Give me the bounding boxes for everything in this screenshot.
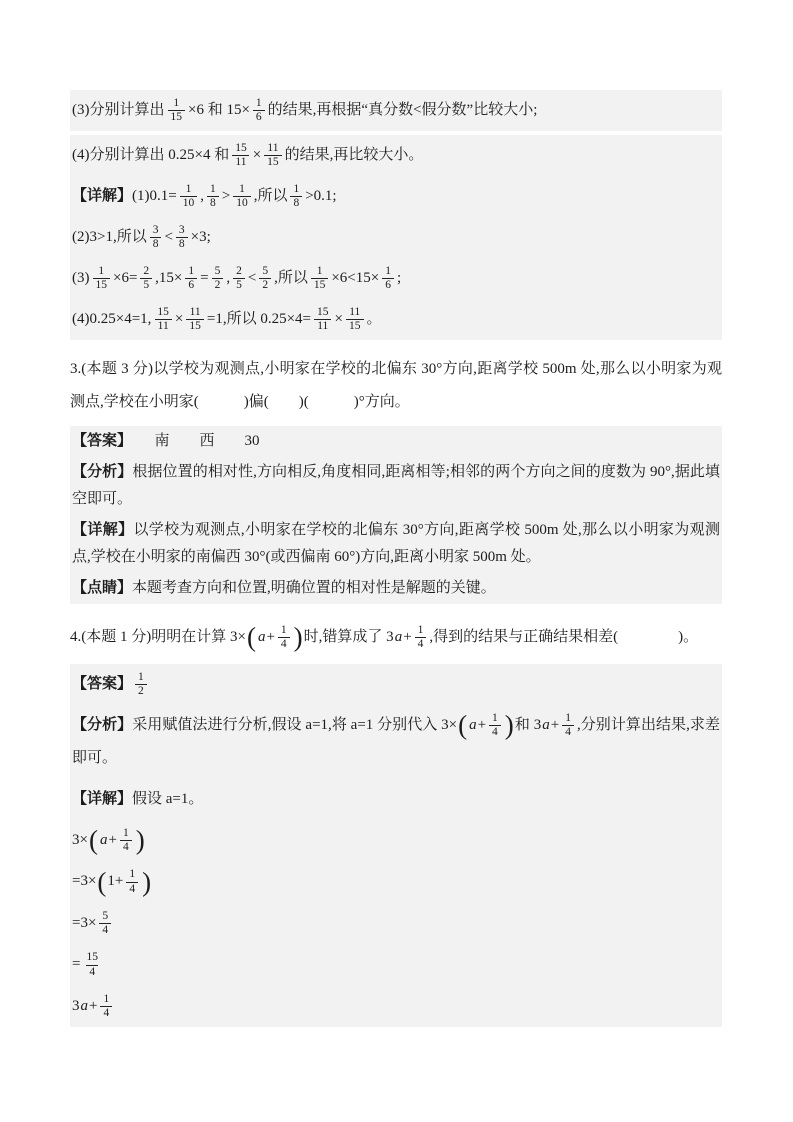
- fraction-numerator: 1: [280, 623, 287, 636]
- text-run: =: [200, 270, 209, 286]
- fraction-numerator: 1: [138, 670, 144, 683]
- paragraph: [70, 573, 722, 604]
- text-run: ×6=: [113, 270, 138, 286]
- paragraph: [70, 299, 722, 340]
- text-run: 3.(本题 3 分)以学校为观测点,小明家在学校的北偏东 30°方向,距离学校 500m 处,那么以小明家为观测点,学校在小明家( )偏( )( )°方向。: [70, 361, 722, 410]
- fraction-numerator: 11: [267, 141, 279, 154]
- fraction: [290, 183, 302, 210]
- text-run: ×6 和 15×: [188, 102, 250, 118]
- fraction: [259, 265, 271, 292]
- fraction: [185, 265, 197, 292]
- text-run: (4)0.25×4=1,: [72, 311, 152, 327]
- text-run: ×: [174, 311, 184, 327]
- math-variable: a: [80, 997, 88, 1014]
- label-bold-text: 【详解】: [72, 791, 133, 807]
- text-run: ,分别计算出结果,求差即可。: [72, 717, 720, 766]
- label-bold-text: 【详解】: [72, 522, 134, 538]
- fraction: [212, 265, 224, 292]
- fraction-numerator: 1: [173, 96, 180, 109]
- fraction: [154, 306, 172, 333]
- paragraph: [70, 258, 722, 299]
- fraction-denominator: 6: [382, 278, 394, 292]
- label-bold-text: 【详解】: [72, 188, 133, 204]
- right-paren-tall: ): [135, 825, 145, 856]
- text-run: 假设 a=1。: [132, 791, 204, 807]
- fraction-denominator: 4: [126, 882, 138, 896]
- fraction: [120, 827, 132, 854]
- text-run: 的结果,再根据“真分数<假分数”比较大小;: [267, 102, 538, 118]
- fraction-numerator: 2: [143, 264, 150, 277]
- fraction-denominator: 5: [140, 278, 152, 292]
- fraction: [186, 306, 204, 333]
- fraction-numerator: 1: [98, 264, 105, 277]
- fraction: [100, 993, 112, 1020]
- text-run: (4)分别计算出 0.25×4 和: [72, 147, 230, 163]
- paragraph: [70, 515, 722, 573]
- fraction-denominator: 10: [180, 196, 198, 210]
- text-run: ,: [200, 188, 204, 204]
- fraction-numerator: 5: [262, 264, 269, 277]
- fraction-numerator: 1: [185, 182, 192, 195]
- label-bold-text: 【分析】: [72, 464, 133, 480]
- fraction-numerator: 1: [239, 182, 245, 195]
- fraction-denominator: 8: [176, 237, 188, 251]
- fraction: [140, 265, 152, 292]
- fraction: [207, 183, 219, 210]
- fraction-numerator: 1: [293, 182, 300, 195]
- text-run: +: [477, 717, 487, 733]
- text-run: 。: [366, 311, 382, 327]
- text-run: =: [72, 956, 81, 973]
- fraction-numerator: 3: [178, 223, 185, 236]
- fraction-numerator: 1: [188, 264, 195, 277]
- fraction-denominator: 10: [233, 196, 251, 210]
- fraction-denominator: 15: [311, 278, 329, 292]
- fraction-denominator: 4: [120, 840, 132, 854]
- fraction-denominator: 4: [100, 1006, 112, 1020]
- fraction-denominator: 8: [207, 196, 219, 210]
- text-run: ,得到的结果与正确结果相差( )。: [429, 629, 699, 645]
- text-run: (1)0.1=: [132, 188, 177, 204]
- fraction-numerator: 15: [157, 305, 169, 318]
- text-run: >: [221, 188, 231, 204]
- fraction-numerator: 1: [122, 827, 129, 839]
- fraction-denominator: 15: [264, 155, 282, 169]
- text-run: +: [266, 629, 275, 645]
- text-run: ×: [334, 311, 343, 327]
- fraction-denominator: 15: [186, 319, 204, 333]
- fraction-numerator: 2: [236, 264, 242, 277]
- text-run: >0.1;: [305, 188, 337, 204]
- math-display-line: [70, 861, 722, 902]
- fraction: [278, 624, 290, 651]
- paragraph: [70, 705, 722, 779]
- text-run: (3): [72, 270, 90, 286]
- math-variable: a: [257, 629, 266, 645]
- paragraph: [70, 457, 722, 515]
- fraction-denominator: 15: [346, 319, 364, 333]
- fraction-numerator: 1: [255, 96, 262, 109]
- label-bold-text: 【答案】: [72, 676, 133, 692]
- text-run: =3×: [72, 873, 97, 890]
- text-run: +: [89, 997, 98, 1014]
- text-run: <: [164, 229, 173, 245]
- fraction-denominator: 2: [259, 278, 271, 292]
- text-run: 和 3: [514, 717, 542, 733]
- fraction-denominator: 6: [253, 110, 265, 124]
- fraction-numerator: 15: [86, 951, 98, 964]
- text-run: 时,错算成了 3: [303, 629, 394, 645]
- fraction-denominator: 2: [135, 684, 147, 698]
- fraction: [176, 224, 188, 251]
- fraction-numerator: 1: [316, 264, 323, 277]
- section-answer-4: [70, 664, 722, 1027]
- fraction-numerator: 11: [349, 305, 361, 318]
- text-run: =1,所以 0.25×4=: [206, 311, 312, 327]
- fraction: [253, 97, 265, 124]
- math-variable: a: [99, 832, 108, 849]
- fraction: [489, 712, 501, 739]
- fraction-denominator: 2: [212, 278, 224, 292]
- fraction: [150, 224, 162, 251]
- math-display-line: [70, 944, 722, 985]
- fraction: [311, 265, 329, 292]
- left-paren-tall: (: [97, 866, 107, 897]
- fraction-denominator: 5: [233, 278, 245, 292]
- fraction-denominator: 4: [278, 637, 290, 651]
- fraction-denominator: 8: [150, 237, 162, 251]
- text-run: 采用赋值法进行分析,假设 a=1,将 a=1 分别代入 3×: [132, 717, 458, 733]
- fraction-denominator: 6: [185, 278, 197, 292]
- text-run: 1+: [107, 873, 124, 890]
- text-run: ×: [252, 147, 262, 163]
- fraction-denominator: 11: [155, 319, 172, 333]
- text-run: (2)3>1,所以: [72, 229, 147, 245]
- fraction: [83, 951, 101, 978]
- math-display-line: [70, 986, 722, 1027]
- fraction-numerator: 1: [492, 711, 498, 724]
- fraction: [233, 183, 251, 210]
- text-run: ,所以: [274, 270, 308, 286]
- text-run: +: [108, 832, 117, 849]
- fraction: [99, 910, 111, 937]
- right-paren-tall: ): [504, 710, 514, 741]
- fraction: [415, 624, 427, 651]
- text-run: 3: [72, 997, 80, 1014]
- fraction-denominator: 11: [314, 319, 331, 333]
- fraction-denominator: 15: [168, 110, 186, 124]
- paragraph: [70, 90, 722, 131]
- label-bold-text: 【答案】: [72, 433, 125, 449]
- right-paren-tall: ): [293, 622, 303, 653]
- right-paren-tall: ): [142, 866, 152, 897]
- fraction-numerator: 1: [129, 868, 136, 881]
- section-question-4: [70, 616, 722, 659]
- text-run: +: [403, 629, 412, 645]
- fraction-numerator: 5: [214, 264, 221, 277]
- paragraph: [70, 779, 722, 820]
- text-run: 根据位置的相对性,方向相反,角度相同,距离相等;相邻的两个方向之间的度数为 90°,据此填空即可。: [72, 464, 720, 507]
- paragraph: [70, 616, 722, 659]
- left-paren-tall: (: [458, 710, 468, 741]
- fraction-numerator: 3: [152, 223, 159, 236]
- text-run: ;: [396, 270, 402, 286]
- paragraph: [70, 348, 722, 424]
- fraction: [135, 671, 147, 698]
- fraction-denominator: 4: [86, 965, 98, 979]
- left-paren-tall: (: [88, 825, 98, 856]
- text-run: 的结果,再比较大小。: [284, 147, 424, 163]
- fraction: [264, 142, 282, 169]
- fraction-denominator: 4: [489, 725, 501, 739]
- text-run: 3×: [72, 832, 88, 849]
- fraction: [562, 712, 574, 739]
- label-bold-text: 【点睛】: [72, 580, 133, 596]
- fraction-numerator: 1: [385, 264, 391, 277]
- section-question-3: [70, 348, 722, 424]
- fraction-denominator: 8: [290, 196, 302, 210]
- fraction: [382, 265, 394, 292]
- fraction: [314, 306, 332, 333]
- paragraph: [70, 135, 722, 176]
- paragraph: [70, 426, 722, 457]
- fraction: [180, 183, 198, 210]
- fraction: [93, 265, 111, 292]
- fraction: [233, 265, 245, 292]
- paragraph: [70, 664, 722, 705]
- text-run: <: [247, 270, 257, 286]
- fraction-numerator: 11: [189, 305, 201, 318]
- text-run: ×6<15×: [331, 270, 380, 286]
- text-run: 4.(本题 1 分)明明在计算 3×: [70, 629, 246, 645]
- math-variable: a: [394, 629, 403, 645]
- fraction: [232, 142, 250, 169]
- fraction-denominator: 11: [232, 155, 249, 169]
- math-display-line: [70, 903, 722, 944]
- text-run: 本题考查方向和位置,明确位置的相对性是解题的关键。: [132, 580, 496, 596]
- section-question2-detail: [70, 90, 722, 340]
- fraction-denominator: 4: [415, 637, 427, 651]
- fraction-denominator: 15: [93, 278, 111, 292]
- left-paren-tall: (: [246, 622, 256, 653]
- math-display-line: [70, 820, 722, 861]
- text-run: 以学校为观测点,小明家在学校的北偏东 30°方向,距离学校 500m 处,那么以小明家为观测点,学校在小明家的南偏西 30°(或西偏南 60°)方向,距离小明家 500m 处。: [72, 522, 720, 565]
- text-run: ,: [226, 270, 231, 286]
- math-variable: a: [469, 717, 477, 733]
- fraction-numerator: 1: [565, 711, 571, 724]
- text-run: (3)分别计算出: [72, 102, 165, 118]
- math-variable: a: [542, 717, 550, 733]
- section-answer-3: [70, 426, 722, 604]
- fraction-numerator: 1: [417, 623, 424, 636]
- fraction-numerator: 15: [235, 141, 247, 154]
- text-run: ,所以: [253, 188, 288, 204]
- fraction: [346, 306, 364, 333]
- fraction: [126, 868, 138, 895]
- fraction-numerator: 5: [102, 909, 109, 922]
- paragraph: [70, 176, 722, 217]
- fraction-denominator: 4: [562, 725, 574, 739]
- paragraph: [70, 217, 722, 258]
- fraction: [168, 97, 186, 124]
- fraction-numerator: 15: [317, 305, 329, 318]
- fraction-numerator: 1: [103, 992, 110, 1005]
- text-run: +: [550, 717, 560, 733]
- text-run: =3×: [72, 915, 97, 932]
- fraction-numerator: 1: [209, 182, 216, 195]
- text-run: ,15×: [155, 270, 183, 286]
- fraction-denominator: 4: [99, 923, 111, 937]
- text-run: 南 西 30: [124, 433, 260, 449]
- label-bold-text: 【分析】: [72, 717, 133, 733]
- text-run: ×3;: [190, 229, 211, 245]
